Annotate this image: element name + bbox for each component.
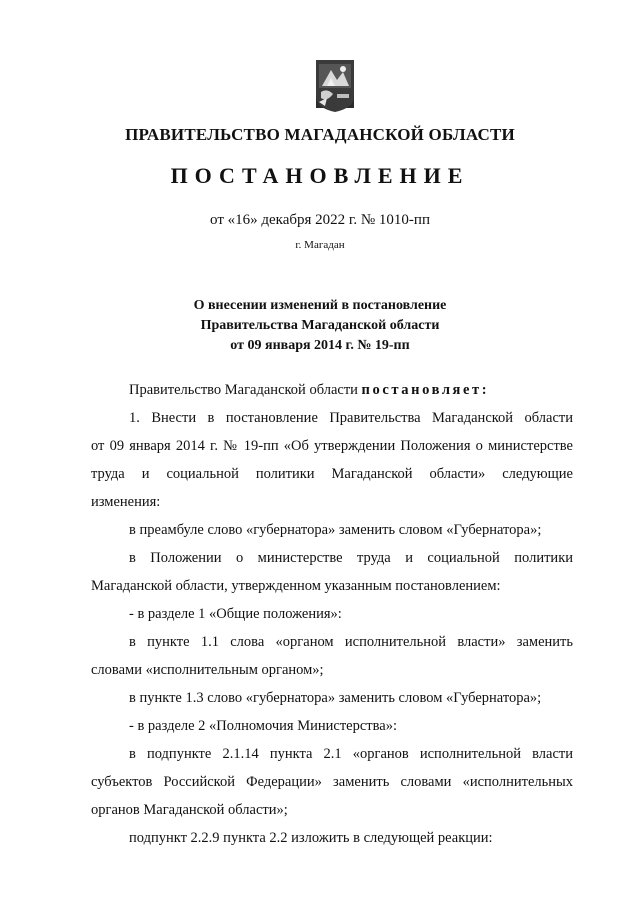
subject-line: О внесении изменений в постановление xyxy=(193,298,447,313)
body-line: труда и социальной политики Магаданской области» следующие xyxy=(91,466,573,482)
body-line: органов Магаданской области»; xyxy=(91,802,288,818)
subject-line: Правительства Магаданской области xyxy=(200,318,440,333)
intro-line xyxy=(129,376,489,404)
body-line: - в разделе 2 «Полномочия Министерства»: xyxy=(129,718,397,734)
document-date-number: от «16» декабря 2022 г. № 1010-пп xyxy=(210,212,430,228)
government-name: ПРАВИТЕЛЬСТВО МАГАДАНСКОЙ ОБЛАСТИ xyxy=(125,125,515,144)
body-line: в подпункте 2.1.14 пункта 2.1 «органов исполнительной власти xyxy=(129,746,573,762)
body-line: от 09 января 2014 г. № 19-пп «Об утверждении Положения о министерстве xyxy=(91,438,573,454)
body-line: - в разделе 1 «Общие положения»: xyxy=(129,606,342,622)
body-line: изменения: xyxy=(91,494,161,510)
body-line: в пункте 1.3 слово «губернатора» заменить словом «Губернатора»; xyxy=(129,690,542,706)
document-city: г. Магадан xyxy=(295,239,345,251)
document-subject xyxy=(0,296,640,356)
body-line: словами «исполнительным органом»; xyxy=(91,662,324,678)
body-line: в пункте 1.1 слова «органом исполнительной власти» заменить xyxy=(129,634,573,650)
intro-prefix: Правительство Магаданской области xyxy=(129,382,362,398)
body-line: 1. Внести в постановление Правительства Магаданской области xyxy=(129,410,573,426)
body-line: Магаданской области, утвержденном указанным постановлением: xyxy=(91,578,501,594)
body-line: подпункт 2.2.9 пункта 2.2 изложить в следующей реакции: xyxy=(129,830,493,846)
body-line: в Положении о министерстве труда и социальной политики xyxy=(129,550,573,566)
body-line: субъектов Российской Федерации» заменить словами «исполнительных xyxy=(91,774,573,790)
intro-decree-word: постановляет: xyxy=(361,382,490,398)
subject-line: от 09 января 2014 г. № 19-пп xyxy=(230,338,410,353)
body-line: в преамбуле слово «губернатора» заменить словом «Губернатора»; xyxy=(129,522,542,538)
document-type: ПОСТАНОВЛЕНИЕ xyxy=(170,163,470,188)
coat-of-arms-emblem xyxy=(313,58,357,114)
